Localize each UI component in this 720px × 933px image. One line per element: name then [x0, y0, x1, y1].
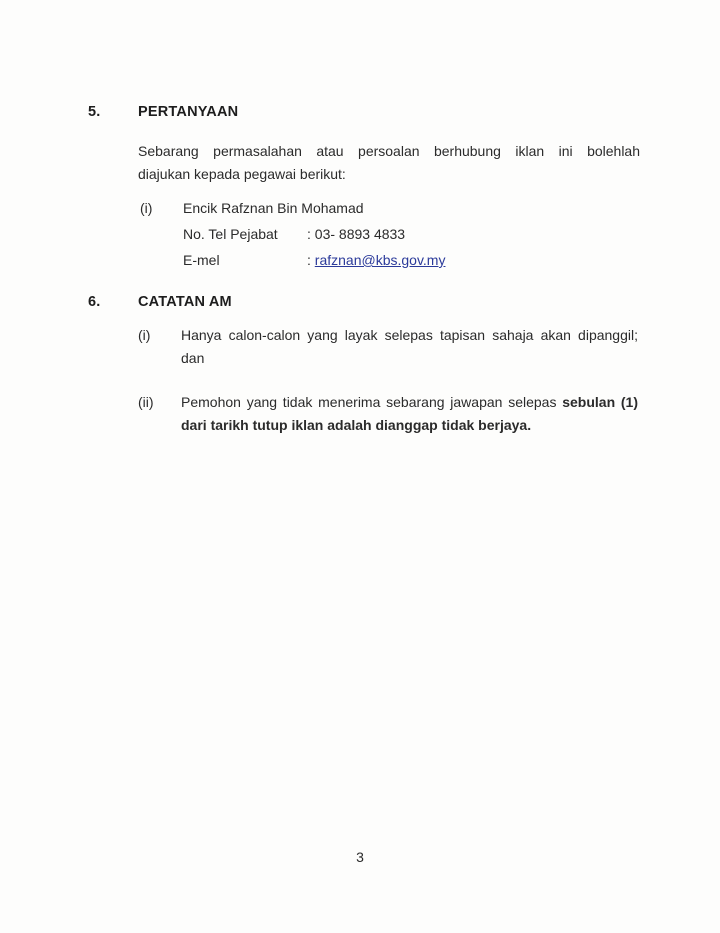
- intro-line-2: diajukan kepada pegawai berikut:: [138, 166, 346, 182]
- page-footer: [0, 849, 720, 865]
- section-5-intro-paragraph: [138, 140, 640, 186]
- section-pertanyaan: [88, 100, 640, 273]
- note-item-1: [88, 324, 640, 370]
- note-item-2-marker: (ii): [138, 394, 154, 410]
- contact-item-marker: (i): [140, 200, 153, 216]
- note-item-2-line-2: dari tarikh tutup iklan adalah dianggap tidak berjaya.: [181, 417, 532, 433]
- contact-phone-row: [88, 221, 640, 247]
- page-number: 3: [356, 849, 364, 865]
- section-catatan-am: [88, 290, 640, 437]
- intro-line-1: Sebarang permasalahan atau persoalan berhubung iklan ini bolehlah: [138, 143, 640, 159]
- email-value: [307, 247, 445, 273]
- email-colon: :: [307, 252, 311, 268]
- note-item-2-line-1-regular: Pemohon yang tidak menerima sebarang jawapan selepas: [181, 394, 557, 410]
- note-item-1-marker: (i): [138, 327, 151, 343]
- contact-email-row: [88, 247, 640, 273]
- section-6-heading: [88, 290, 640, 314]
- contact-name-row: [88, 195, 640, 221]
- email-link[interactable]: rafznan@kbs.gov.my: [314, 252, 446, 268]
- section-6-title: CATATAN AM: [138, 294, 232, 310]
- note-item-1-line-1: Hanya calon-calon yang layak selepas tapisan sahaja akan dipanggil;: [181, 327, 638, 343]
- note-item-1-line-2: dan: [181, 350, 205, 366]
- phone-label: No. Tel Pejabat: [183, 226, 278, 242]
- note-item-1-text: [181, 324, 638, 370]
- note-item-2-text: [181, 391, 638, 437]
- section-5-number: 5.: [88, 104, 101, 120]
- section-5-title: PERTANYAAN: [138, 104, 239, 120]
- section-5-heading: [88, 100, 640, 124]
- note-item-2-line-1-bold: sebulan (1): [562, 394, 638, 410]
- note-item-2: [88, 391, 640, 437]
- contact-name: Encik Rafznan Bin Mohamad: [183, 200, 364, 216]
- phone-value: : 03- 8893 4833: [307, 226, 406, 242]
- email-label: E-mel: [183, 252, 220, 268]
- note-item-2-line-1: [181, 391, 638, 414]
- section-6-number: 6.: [88, 294, 101, 310]
- contact-block: [88, 195, 640, 273]
